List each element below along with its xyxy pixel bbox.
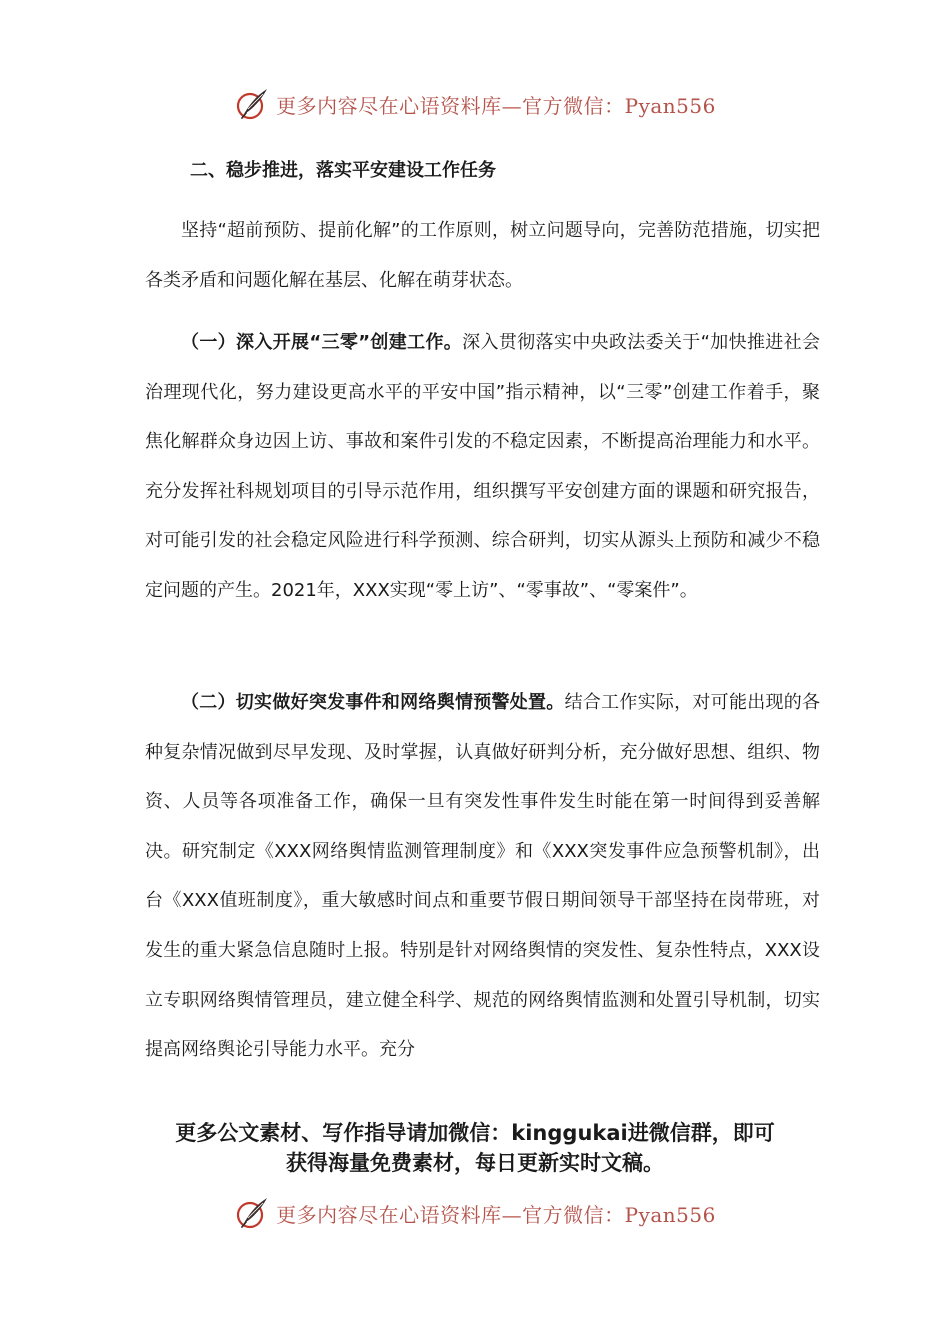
header-banner [0,84,950,124]
footer-banner-text: 更多内容尽在心语资料库—官方微信：Pyan556 [276,1202,716,1227]
subsection-2-title: （二）切实做好突发事件和网络舆情预警处置。 [181,692,565,713]
subsection-1 [145,318,820,616]
intro-block [145,206,820,305]
footer-banner [0,1193,950,1233]
subsection-1-title: （一）深入开展“三零”创建工作。 [181,332,463,353]
footer-note-line-1: 更多公文素材、写作指导请加微信：kinggukai进微信群，即可 [175,1121,775,1145]
subsection-2-paragraph [145,678,820,1075]
quill-logo-icon [234,86,270,122]
subsection-1-body: 深入贯彻落实中央政法委关于“加快推进社会治理现代化，努力建设更高水平的平安中国”指示精神，以“三零”创建工作着手，聚焦化解群众身边因上访、事故和案件引发的不稳定因素，不断提高治理能力和水平。充分发挥社科规划项目的引导示范作用，组织撰写平安创建方面的课题和研究报告，对可能引发的社会稳定风险进行科学预测、综合研判，切实从源头上预防和减少不稳定问题的产生。2021年，XXX实现“零上访”、“零事故”、“零案件”。 [145,332,820,601]
subsection-2 [145,678,820,1075]
intro-paragraph: 坚持“超前预防、提前化解”的工作原则，树立问题导向，完善防范措施，切实把各类矛盾和问题化解在基层、化解在萌芽状态。 [145,220,820,291]
header-banner-text: 更多内容尽在心语资料库—官方微信：Pyan556 [276,93,716,118]
subsection-2-body: 结合工作实际，对可能出现的各种复杂情况做到尽早发现、及时掌握，认真做好研判分析，充分做好思想、组织、物资、人员等各项准备工作，确保一旦有突发性事件发生时能在第一时间得到妥善解决。研究制定《XXX网络舆情监测管理制度》和《XXX突发事件应急预警机制》，出台《XXX值班制度》，重大敏感时间点和重要节假日期间领导干部坚持在岗带班，对发生的重大紧急信息随时上报。特别是针对网络舆情的突发性、复杂性特点，XXX设立专职网络舆情管理员，建立健全科学、规范的网络舆情监测和处置引导机制，切实提高网络舆论引导能力水平。充分 [145,692,821,1061]
footer-note-line-2: 获得海量免费素材，每日更新实时文稿。 [286,1151,664,1175]
section-heading: 二、稳步推进，落实平安建设工作任务 [190,160,496,181]
subsection-1-paragraph [145,318,820,616]
quill-logo-icon [234,1195,270,1231]
footer-note [0,1118,950,1178]
